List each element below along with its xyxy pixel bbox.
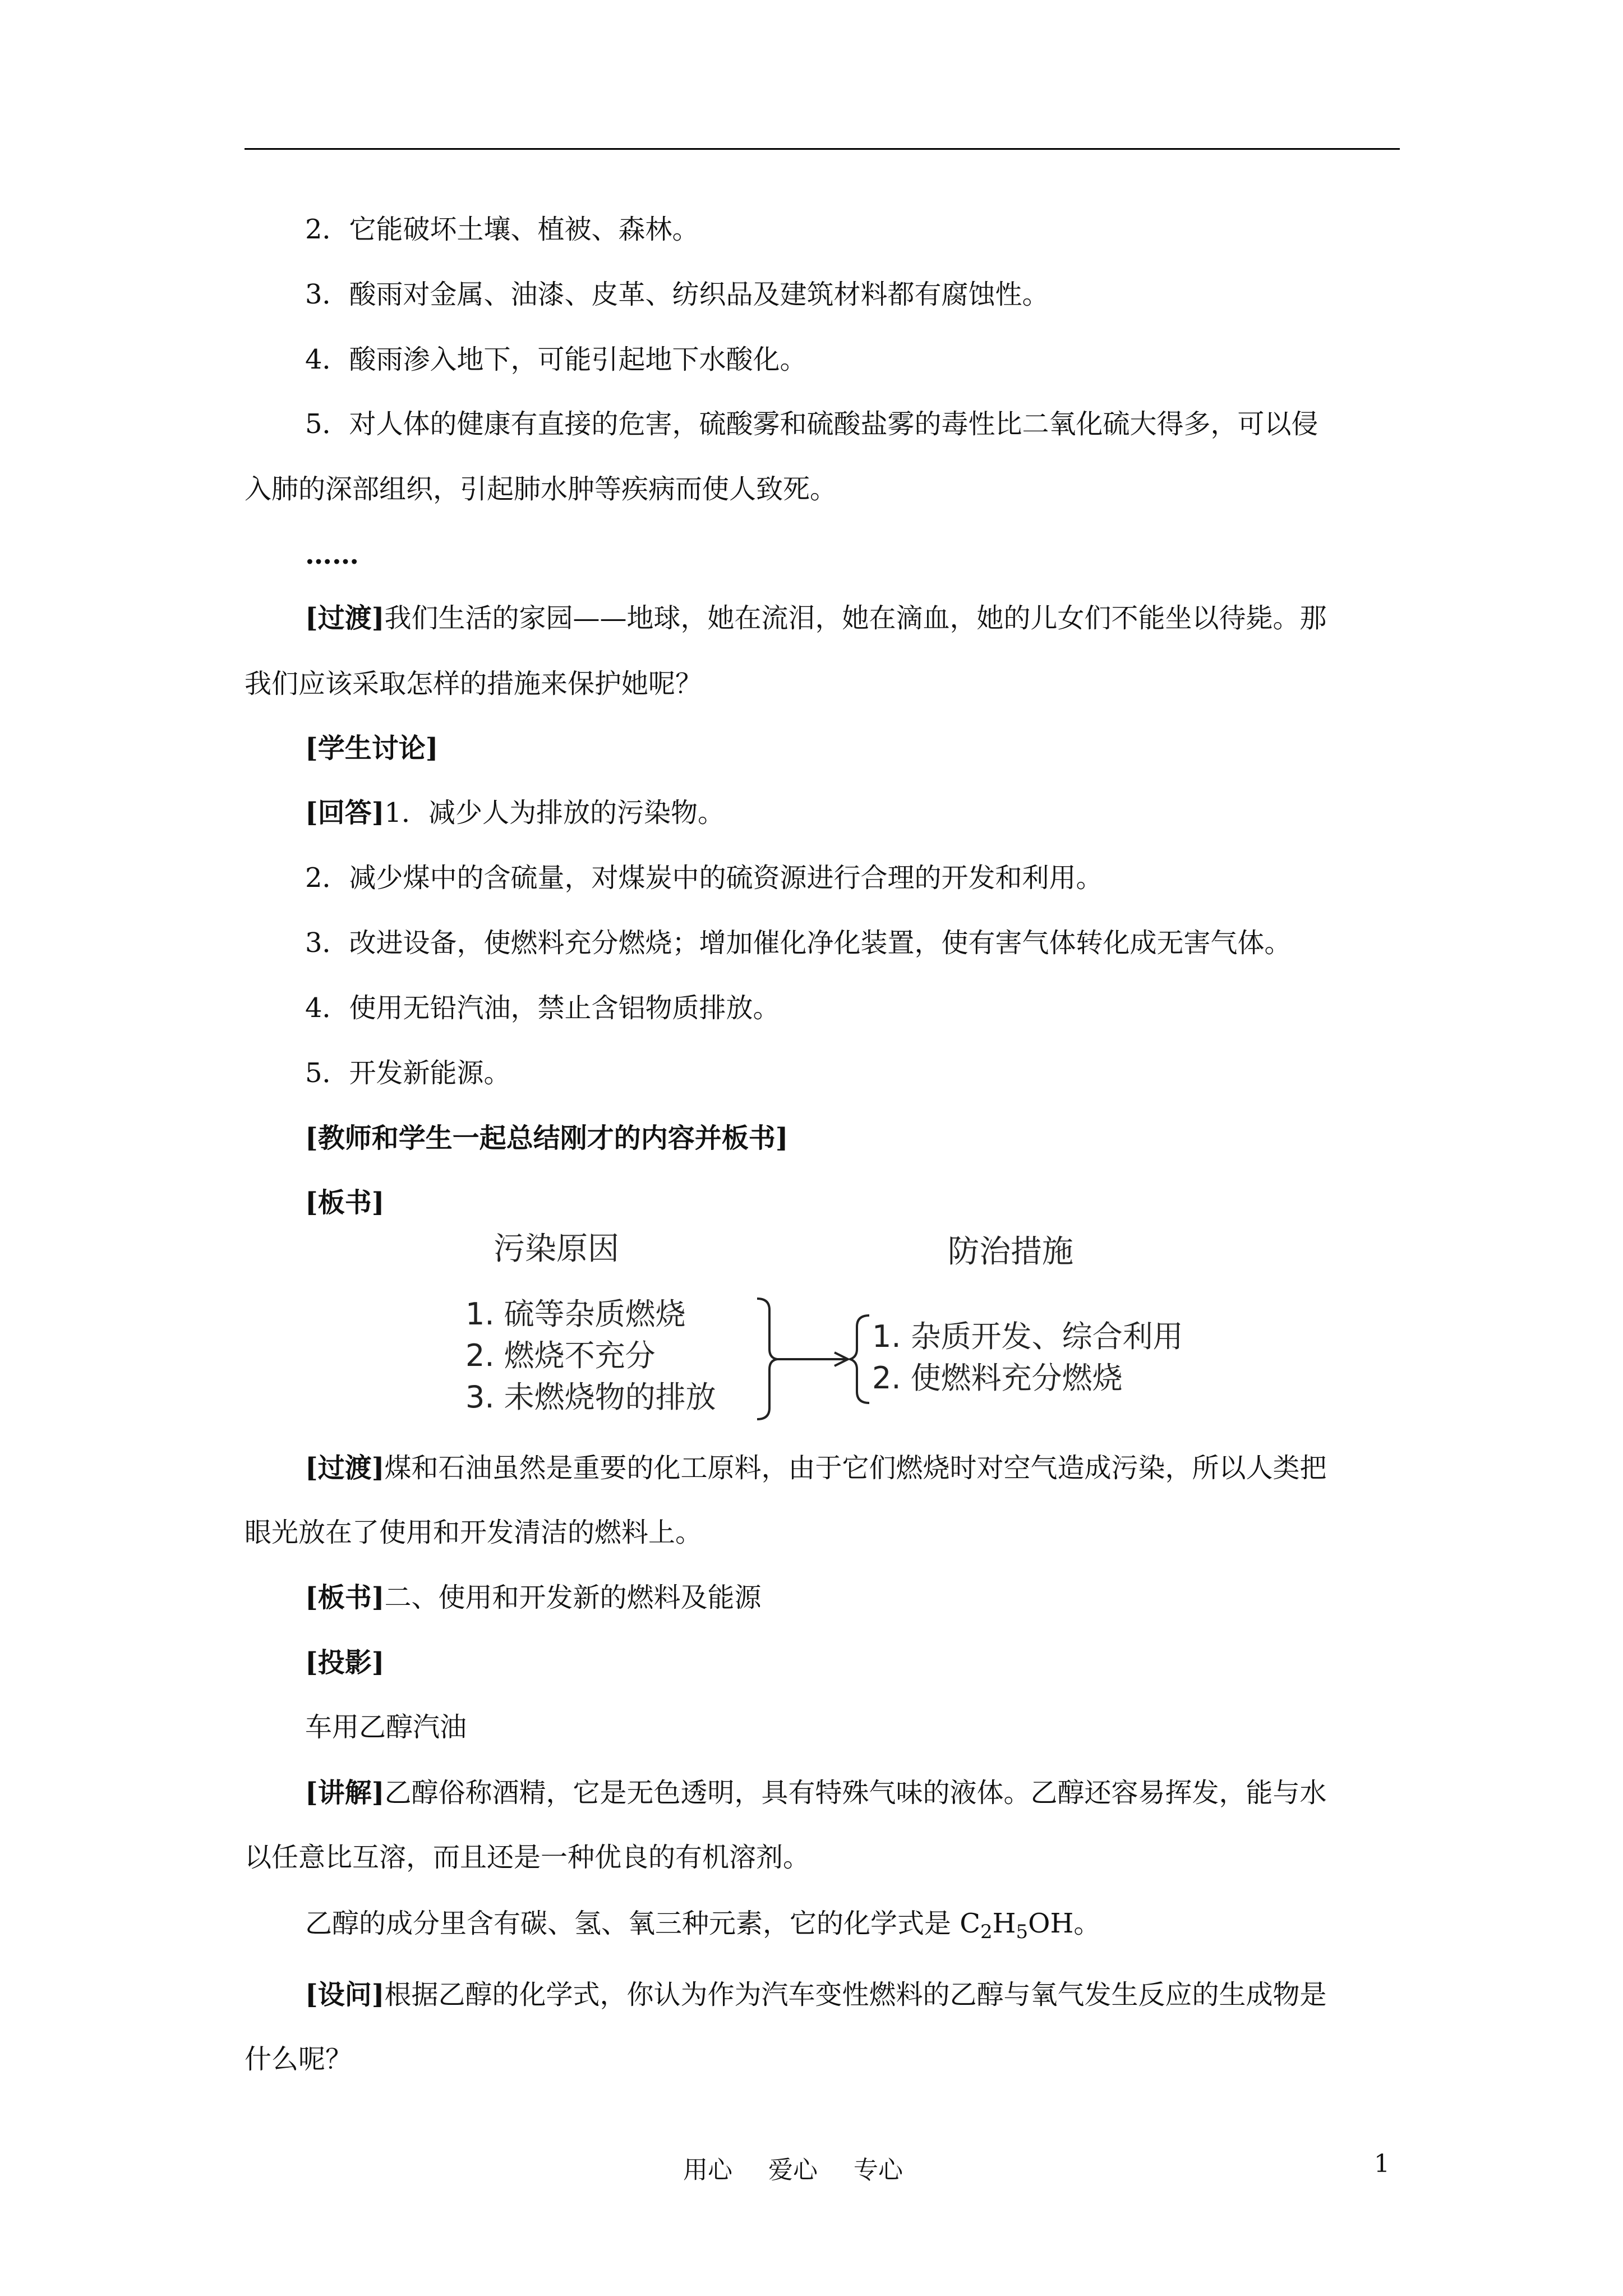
paragraph: 4．酸雨渗入地下，可能引起地下水酸化。 bbox=[305, 344, 807, 375]
diagram-cause: 3. 未燃烧物的排放 bbox=[465, 1379, 716, 1415]
ellipsis: …… bbox=[305, 539, 359, 570]
paragraph: [板书]二、使用和开发新的燃料及能源 bbox=[305, 1582, 762, 1613]
section-tag: [回答] bbox=[305, 797, 385, 829]
paragraph: [讲解]乙醇俗称酒精，它是无色透明，具有特殊气味的液体。乙醇还容易挥发，能与水 bbox=[305, 1777, 1327, 1809]
diagram-measure: 2. 使燃料充分燃烧 bbox=[872, 1360, 1123, 1396]
left-brace bbox=[850, 1315, 869, 1403]
diagram-left-title: 污染原因 bbox=[494, 1231, 619, 1267]
paragraph: 5．开发新能源。 bbox=[305, 1057, 511, 1089]
paragraph: [过渡]我们生活的家园——地球，她在流泪，她在滴血，她的儿女们不能坐以待毙。那 bbox=[305, 602, 1327, 634]
paragraph: 我们应该采取怎样的措施来保护她呢？ bbox=[245, 668, 703, 700]
paragraph: 以任意比互溶，而且还是一种优良的有机溶剂。 bbox=[245, 1842, 810, 1873]
paragraph: 4．使用无铅汽油，禁止含铝物质排放。 bbox=[305, 992, 780, 1024]
paragraph: 眼光放在了使用和开发清洁的燃料上。 bbox=[245, 1517, 703, 1548]
section-tag: [过渡] bbox=[305, 1452, 385, 1484]
section-tag: [讲解] bbox=[305, 1777, 385, 1809]
footer-motto: 爱心 bbox=[768, 2156, 818, 2184]
section-tag: [投影] bbox=[305, 1647, 385, 1678]
paragraph: 什么呢？ bbox=[245, 2044, 353, 2075]
paragraph: [回答]1．减少人为排放的污染物。 bbox=[305, 797, 725, 829]
paragraph: 3．改进设备，使燃料充分燃烧；增加催化净化装置，使有害气体转化成无害气体。 bbox=[305, 927, 1292, 959]
diagram-right-title: 防治措施 bbox=[948, 1234, 1073, 1270]
header-rule bbox=[245, 148, 1400, 150]
paragraph: 3．酸雨对金属、油漆、皮革、纺织品及建筑材料都有腐蚀性。 bbox=[305, 279, 1049, 310]
paragraph: [过渡]煤和石油虽然是重要的化工原料，由于它们燃烧时对空气造成污染，所以人类把 bbox=[305, 1452, 1327, 1484]
paragraph: [设问]根据乙醇的化学式，你认为作为汽车变性燃料的乙醇与氧气发生反应的生成物是 bbox=[305, 1979, 1327, 2010]
chemical-formula-paragraph: 乙醇的成分里含有碳、氢、氧三种元素，它的化学式是 $C_2H_5OH$。 bbox=[305, 1908, 1101, 1943]
paragraph: 5．对人体的健康有直接的危害，硫酸雾和硫酸盐雾的毒性比二氧化硫大得多，可以侵 bbox=[305, 408, 1318, 440]
paragraph: 车用乙醇汽油 bbox=[305, 1711, 467, 1743]
section-tag: [板书] bbox=[305, 1187, 385, 1218]
section-tag: [板书] bbox=[305, 1582, 385, 1613]
diagram-cause: 2. 燃烧不充分 bbox=[465, 1338, 656, 1373]
page-number: 1 bbox=[1374, 2150, 1390, 2178]
diagram-measure: 1. 杂质开发、综合利用 bbox=[872, 1319, 1183, 1354]
paragraph: 2．它能破坏土壤、植被、森林。 bbox=[305, 214, 699, 245]
section-tag: [学生讨论] bbox=[305, 733, 439, 764]
section-tag: [设问] bbox=[305, 1979, 385, 2010]
diagram-cause: 1. 硫等杂质燃烧 bbox=[465, 1296, 686, 1332]
footer-motto: 专心 bbox=[854, 2156, 903, 2184]
footer-motto: 用心 bbox=[683, 2156, 732, 2184]
paragraph: 2．减少煤中的含硫量，对煤炭中的硫资源进行合理的开发和利用。 bbox=[305, 862, 1103, 894]
section-tag: [教师和学生一起总结刚才的内容并板书] bbox=[305, 1122, 789, 1154]
right-brace bbox=[757, 1299, 777, 1419]
section-tag: [过渡] bbox=[305, 602, 385, 634]
paragraph: 入肺的深部组织，引起肺水肿等疾病而使人致死。 bbox=[245, 473, 837, 505]
blackboard-diagram bbox=[426, 1220, 1245, 1442]
